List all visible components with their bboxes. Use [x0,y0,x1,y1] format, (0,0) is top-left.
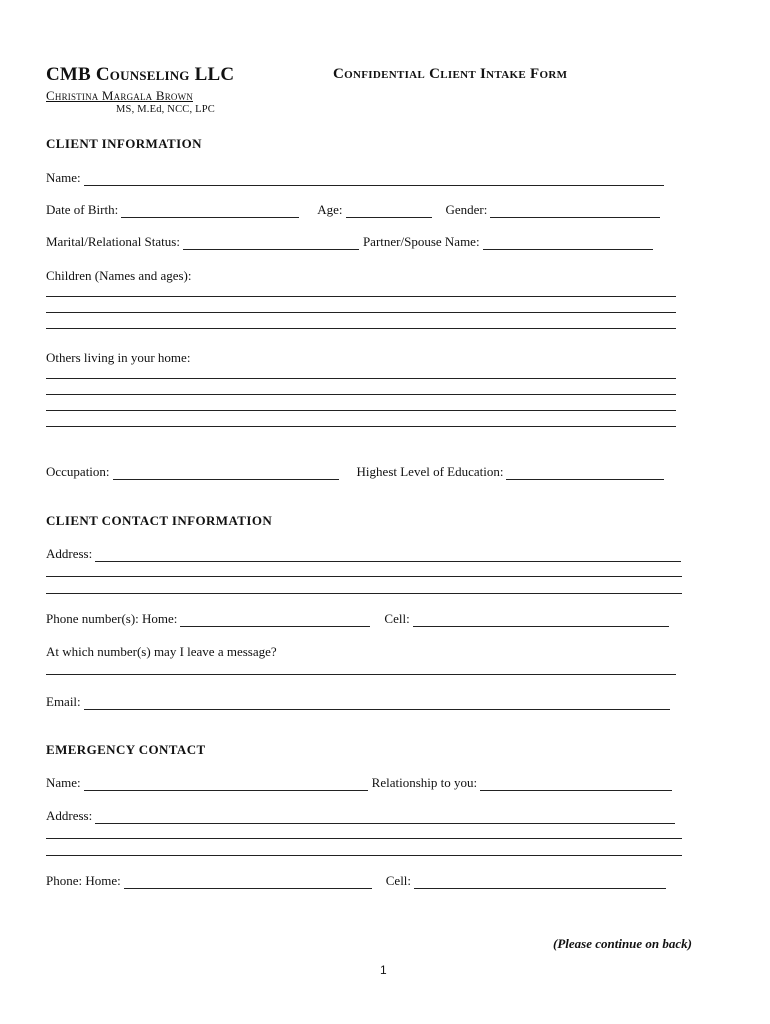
client-name-row [46,170,664,186]
relationship-label: Relationship to you: [371,775,478,790]
counselor-name: Christina Margala Brown [46,88,193,103]
emergency-phone-cell-field[interactable] [414,876,666,889]
email-field[interactable] [84,697,670,710]
emergency-phone-cell-label: Cell: [385,873,412,888]
section-client-contact: CLIENT CONTACT INFORMATION [46,513,273,528]
message-line[interactable] [46,674,676,675]
phone-home-field[interactable] [180,614,370,627]
emergency-address-field[interactable] [95,811,675,824]
emergency-address-row [46,808,675,824]
marital-status-label: Marital/Relational Status: [46,234,180,249]
children-line[interactable] [46,296,676,297]
emergency-address-line[interactable] [46,838,682,839]
emergency-address-line[interactable] [46,855,682,856]
emergency-phone-row [46,873,666,889]
dob-label: Date of Birth: [46,202,119,217]
continue-note: (Please continue on back) [552,936,692,951]
contact-address-label: Address: [46,546,93,561]
others-line[interactable] [46,426,676,427]
children-line[interactable] [46,328,676,329]
others-line[interactable] [46,394,676,395]
client-marital-row [46,234,653,250]
email-row [46,694,670,710]
contact-address-field[interactable] [95,549,681,562]
contact-address-row [46,546,681,562]
occupation-row [46,464,664,480]
form-title: Confidential Client Intake Form [333,66,568,82]
emergency-phone-home-field[interactable] [124,876,372,889]
children-label: Children (Names and ages): [46,268,192,283]
phone-cell-field[interactable] [413,614,669,627]
gender-field[interactable] [490,205,660,218]
emergency-name-row [46,775,672,791]
phone-home-label: Phone number(s): Home: [46,611,178,626]
client-name-label: Name: [46,170,81,185]
others-line[interactable] [46,378,676,379]
contact-phone-row [46,611,669,627]
section-emergency-contact: EMERGENCY CONTACT [46,742,206,757]
education-label: Highest Level of Education: [356,464,504,479]
emergency-phone-home-label: Phone: Home: [46,873,121,888]
phone-cell-label: Cell: [384,611,410,626]
occupation-label: Occupation: [46,464,110,479]
others-label: Others living in your home: [46,350,191,365]
marital-status-field[interactable] [183,237,359,250]
emergency-name-field[interactable] [84,778,368,791]
gender-label: Gender: [445,202,488,217]
partner-name-label: Partner/Spouse Name: [362,234,480,249]
dob-field[interactable] [121,205,299,218]
relationship-field[interactable] [480,778,672,791]
age-field[interactable] [346,205,432,218]
emergency-address-label: Address: [46,808,93,823]
email-label: Email: [46,694,81,709]
page-number: 1 [380,963,387,977]
occupation-field[interactable] [113,467,339,480]
contact-address-line[interactable] [46,593,682,594]
education-field[interactable] [506,467,664,480]
message-label: At which number(s) may I leave a message? [46,644,277,659]
emergency-name-label: Name: [46,775,81,790]
age-label: Age: [317,202,343,217]
contact-address-line[interactable] [46,576,682,577]
others-line[interactable] [46,410,676,411]
company-name: CMB Counseling LLC [46,64,235,85]
counselor-credentials: MS, M.Ed, NCC, LPC [116,104,215,115]
section-client-information: CLIENT INFORMATION [46,136,202,151]
client-dob-row [46,202,660,218]
children-line[interactable] [46,312,676,313]
partner-name-field[interactable] [483,237,653,250]
client-name-field[interactable] [84,173,664,186]
